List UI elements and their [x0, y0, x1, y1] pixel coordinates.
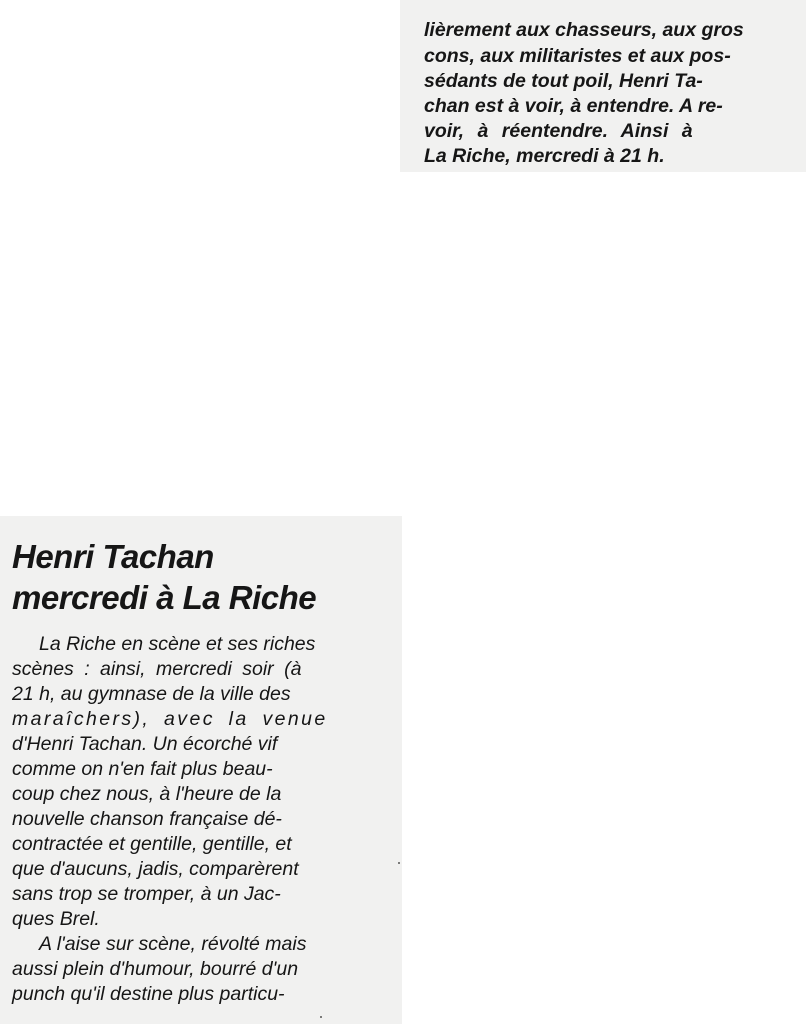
body-line: A l'aise sur scène, révolté mais — [39, 933, 307, 955]
continuation-line: sédants de tout poil, Henri Ta- — [424, 70, 703, 92]
body-line: contractée et gentille, gentille, et — [12, 833, 292, 855]
body-line: scènes : ainsi, mercredi soir (à — [12, 658, 302, 680]
continuation-line: lièrement aux chasseurs, aux gros — [424, 19, 744, 41]
continuation-line: La Riche, mercredi à 21 h. — [424, 145, 665, 167]
continuation-line: chan est à voir, à entendre. A re- — [424, 95, 723, 117]
continuation-line: cons, aux militaristes et aux pos- — [424, 45, 731, 67]
article-headline: mercredi à La Riche — [12, 579, 317, 616]
body-line: punch qu'il destine plus particu- — [12, 983, 285, 1005]
body-line: coup chez nous, à l'heure de la — [12, 783, 282, 805]
body-line: que d'aucuns, jadis, comparèrent — [12, 858, 299, 880]
body-line: d'Henri Tachan. Un écorché vif — [12, 733, 278, 755]
body-line: La Riche en scène et ses riches — [39, 633, 316, 655]
body-line: maraîchers), avec la venue — [12, 708, 328, 730]
body-line: ques Brel. — [12, 908, 100, 930]
scan-speck — [320, 1016, 322, 1018]
continuation-line: voir, à réentendre. Ainsi à — [424, 120, 693, 142]
body-line: comme on n'en fait plus beau- — [12, 758, 273, 780]
article-clipping — [0, 516, 402, 1024]
body-line: aussi plein d'humour, bourré d'un — [12, 958, 299, 980]
body-line: 21 h, au gymnase de la ville des — [12, 683, 291, 705]
article-headline: Henri Tachan — [12, 538, 214, 575]
scan-speck — [398, 862, 400, 864]
article-continuation-column — [400, 0, 806, 172]
body-line: nouvelle chanson française dé- — [12, 808, 282, 830]
body-line: sans trop se tromper, à un Jac- — [12, 883, 281, 905]
